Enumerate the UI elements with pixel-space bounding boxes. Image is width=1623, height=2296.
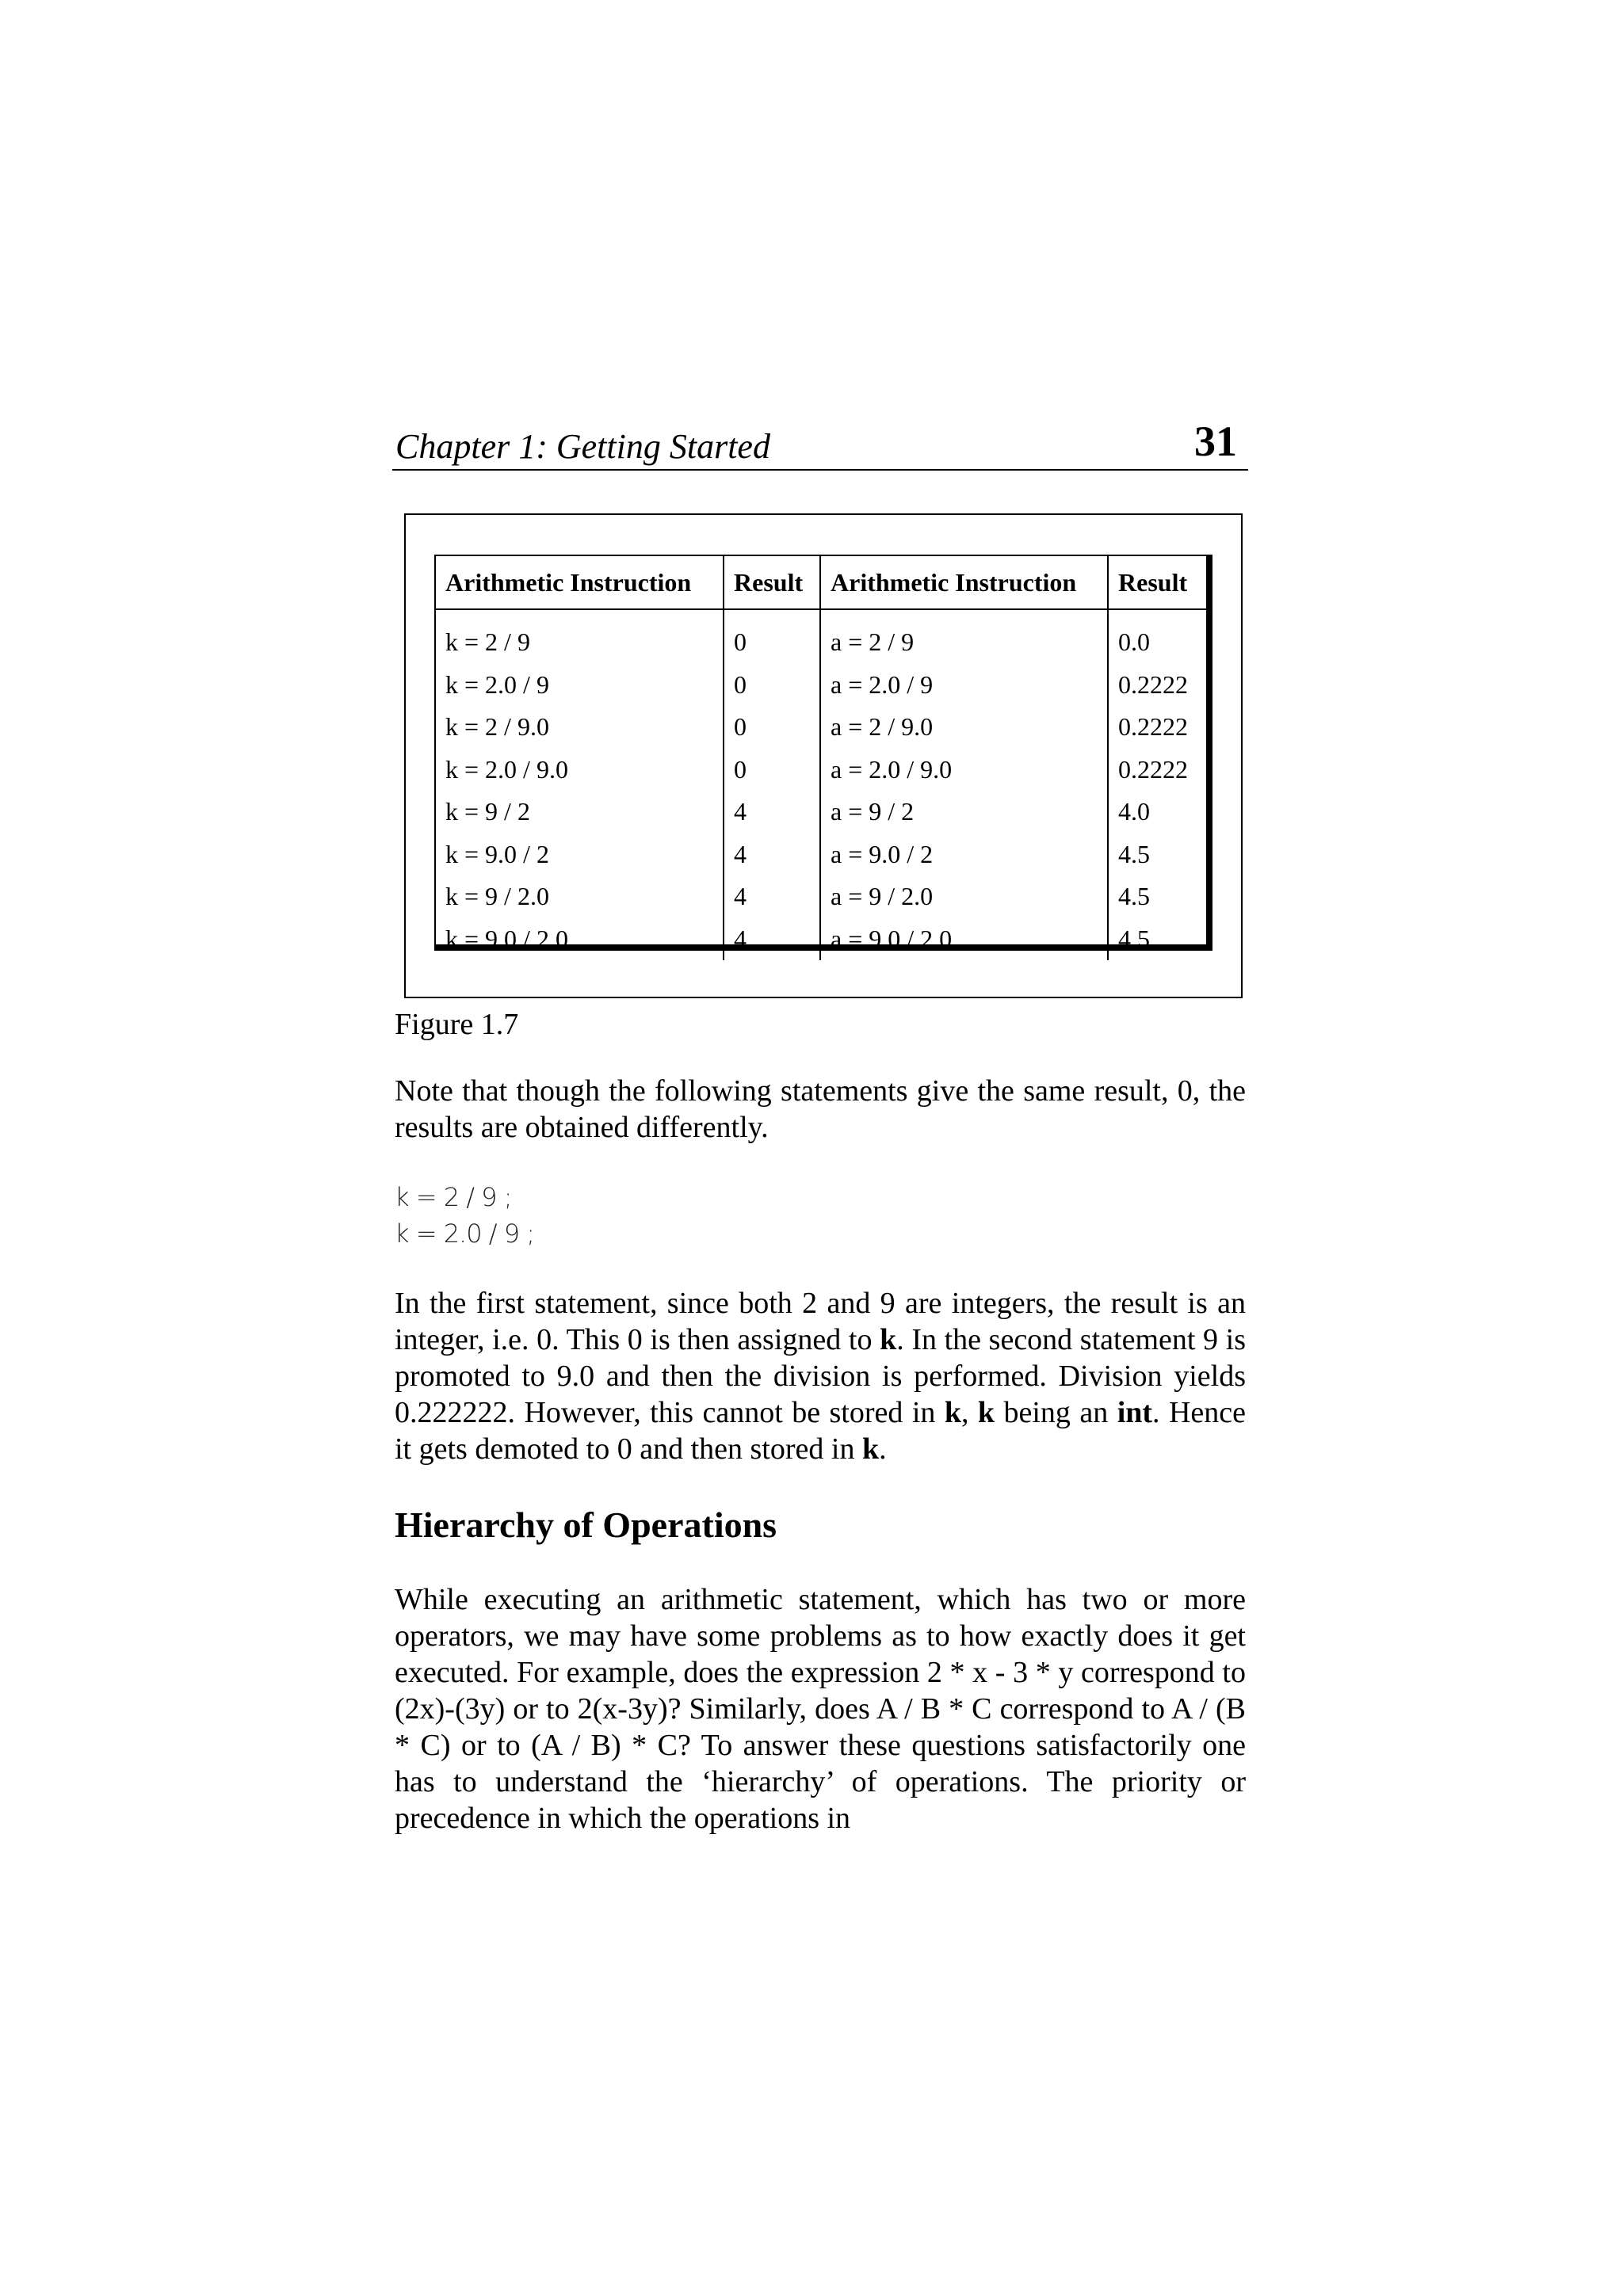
- text-run: In the first statement, since both 2 and 9 are integers, the result is an integer, i.e. 0. This 0 is then assigned to: [395, 1287, 1246, 1356]
- column-header: Result: [1108, 556, 1206, 609]
- column-header: Arithmetic Instruction: [436, 556, 724, 609]
- paragraph-explanation: [395, 1285, 1246, 1467]
- arithmetic-table: [436, 556, 1206, 960]
- code-block: [395, 1179, 534, 1252]
- paragraph-hierarchy: While executing an arithmetic statement, which has two or more operators, we may have some problems as to how exactly does it get executed. For example, does the expression 2 * x - 3 * y correspond to (2x)-(3y) or to 2(x-3y)? Similarly, does A / B * C correspond to A / (B * C) or to (A / B) * C? To answer these questions satisfactorily one has to understand the ‘hierarchy’ of operations. The priority or precedence in which the operations in: [395, 1583, 1246, 1835]
- table-cell: 4: [724, 833, 820, 876]
- bold-term: int: [1117, 1396, 1153, 1429]
- table-cell: 4.5: [1108, 875, 1206, 918]
- table-row: [436, 609, 1206, 664]
- chapter-title: Chapter 1: Getting Started: [395, 427, 770, 466]
- bold-term: k: [880, 1323, 897, 1356]
- table-row: [436, 918, 1206, 961]
- table-row: [436, 664, 1206, 707]
- text-run: ,: [960, 1396, 978, 1429]
- arithmetic-table-border: [434, 555, 1212, 951]
- table-cell: k = 2.0 / 9.0: [445, 754, 568, 784]
- paragraph-note: Note that though the following statements give the same result, 0, the results are obtained differently.: [395, 1074, 1246, 1144]
- table-cell: 0.2222: [1108, 706, 1206, 749]
- table-cell: k = 9.0 / 2: [445, 839, 549, 868]
- table-cell: 4.0: [1108, 791, 1206, 833]
- table-cell: k = 9 / 2: [445, 797, 530, 826]
- table-cell: a = 2 / 9.0: [820, 706, 1108, 749]
- table-row: [436, 749, 1206, 791]
- code-line: k = 2 / 9 ;: [395, 1182, 512, 1212]
- table-cell: a = 2 / 9: [820, 609, 1108, 664]
- bold-term: k: [977, 1396, 995, 1429]
- table-cell: 4.5: [1108, 918, 1206, 961]
- table-header-row: [436, 556, 1206, 609]
- table-cell: 0: [724, 749, 820, 791]
- code-line: k = 2.0 / 9 ;: [395, 1219, 535, 1249]
- table-cell: 0: [724, 664, 820, 707]
- text-run: . In the second statement 9 is promoted to 9.0 and then the division is performed. Division yields 0.222222. However, this cannot be stored in: [395, 1323, 1247, 1429]
- table-cell: k = 2 / 9.0: [445, 712, 549, 742]
- table-cell: a = 9 / 2.0: [820, 875, 1108, 918]
- table-row: [436, 833, 1206, 876]
- text-run: .: [879, 1432, 887, 1466]
- table-cell: k = 2 / 9: [445, 627, 530, 657]
- text-run: . Hence it gets demoted to 0 and then stored in: [395, 1396, 1247, 1466]
- table-cell: a = 9.0 / 2: [820, 833, 1108, 876]
- table-cell: 4.5: [1108, 833, 1206, 876]
- bold-term: k: [944, 1396, 961, 1429]
- table-row: [436, 706, 1206, 749]
- table-row: [436, 791, 1206, 833]
- table-cell: a = 2.0 / 9.0: [820, 749, 1108, 791]
- text-run: being an: [995, 1396, 1117, 1429]
- figure-frame: [404, 513, 1243, 998]
- table-cell: k = 9.0 / 2.0: [445, 924, 568, 953]
- table-cell: 0: [724, 609, 820, 664]
- table-cell: 0.0: [1108, 609, 1206, 664]
- table-cell: 0.2222: [1108, 749, 1206, 791]
- table-cell: 4: [724, 918, 820, 961]
- bold-term: k: [861, 1432, 880, 1466]
- figure-caption: Figure 1.7: [395, 1008, 519, 1041]
- table-cell: k = 2.0 / 9: [445, 669, 549, 699]
- table-cell: 4: [724, 791, 820, 833]
- table-cell: a = 2.0 / 9: [820, 664, 1108, 707]
- running-header: [392, 412, 1248, 471]
- section-heading: Hierarchy of Operations: [395, 1505, 777, 1545]
- table-cell: a = 9 / 2: [820, 791, 1108, 833]
- column-header: Result: [724, 556, 820, 609]
- table-cell: 0.2222: [1108, 664, 1206, 707]
- table-row: [436, 875, 1206, 918]
- page-number: 31: [1194, 418, 1237, 465]
- table-cell: 4: [724, 875, 820, 918]
- table-cell: a = 9.0 / 2.0: [820, 918, 1108, 961]
- table-cell: 0: [724, 706, 820, 749]
- column-header: Arithmetic Instruction: [820, 556, 1108, 609]
- table-cell: k = 9 / 2.0: [445, 882, 549, 911]
